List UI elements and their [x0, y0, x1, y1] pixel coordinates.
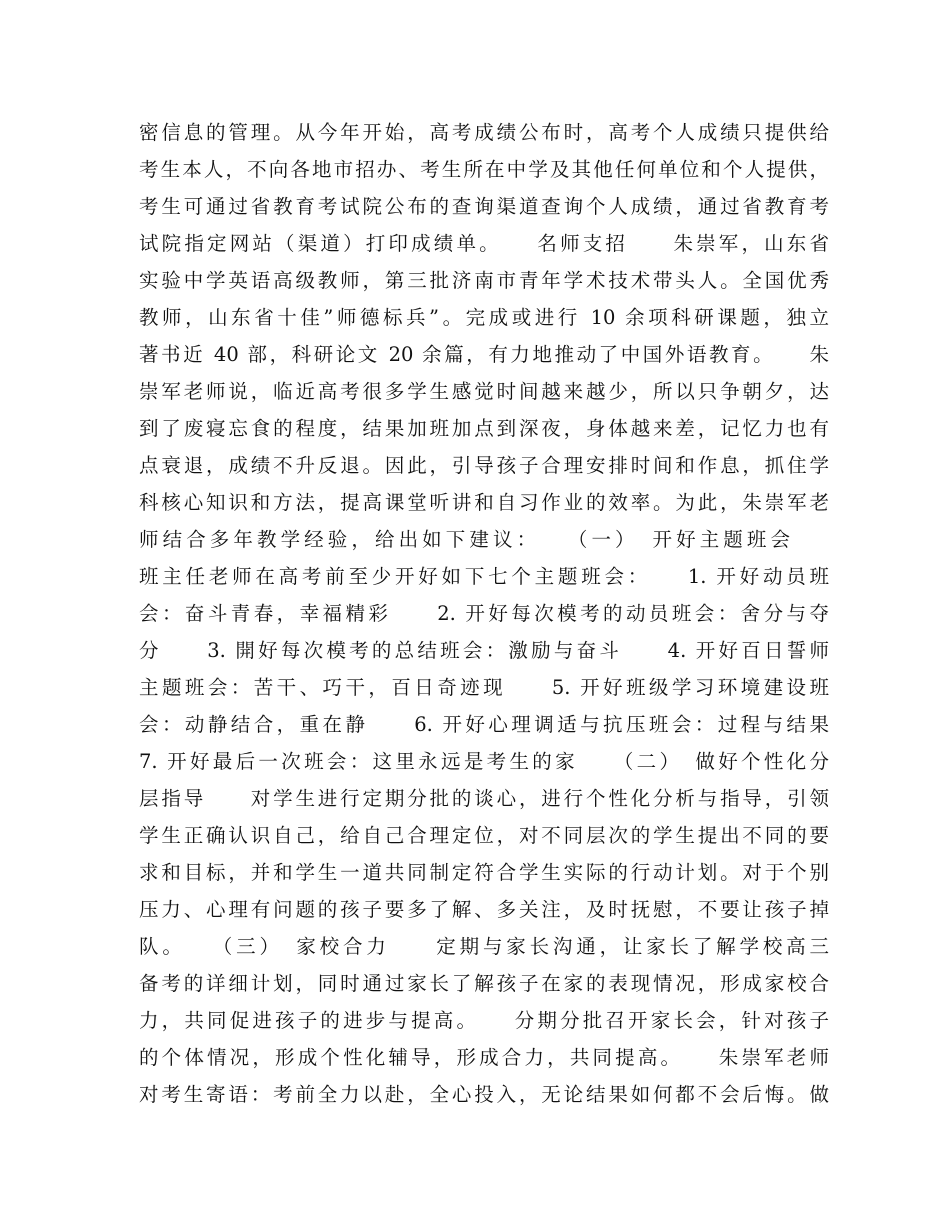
text-line: 分 3. 開好每次模考的总结班会：激励与奋斗 4. 开好百日誓师	[139, 639, 829, 662]
text-line: 会：奋斗青春，幸福精彩 2. 开好每次模考的动员班会：舍分与夺	[139, 602, 829, 625]
text-line: 师结合多年教学经验，给出如下建议： （一） 开好主题班会	[139, 528, 829, 551]
text-line: 到了废寝忘食的程度，结果加班加点到深夜，身体越来差，记忆力也有	[139, 417, 829, 440]
text-line: 层指导 对学生进行定期分批的谈心，进行个性化分析与指导，引领	[139, 787, 829, 810]
text-line: 密信息的管理。从今年开始，高考成绩公布时，高考个人成绩只提供给	[139, 121, 829, 144]
text-line: 队。 （三） 家校合力 定期与家长沟通，让家长了解学校高三	[139, 935, 829, 958]
text-line: 备考的详细计划，同时通过家长了解孩子在家的表现情况，形成家校合	[139, 972, 829, 995]
text-line: 的个体情况，形成个性化辅导，形成合力，共同提高。 朱崇军老师	[139, 1046, 829, 1069]
text-line: 压力、心理有问题的孩子要多了解、多关注，及时抚慰，不要让孩子掉	[139, 898, 829, 921]
text-line: 教师，山东省十佳”师德标兵”。完成或进行 10 余项科研课题，独立	[139, 306, 829, 329]
text-line: 考生可通过省教育考试院公布的查询渠道查询个人成绩，通过省教育考	[139, 195, 829, 218]
text-line: 班主任老师在高考前至少开好如下七个主题班会： 1. 开好动员班	[139, 565, 829, 588]
text-line: 学生正确认识自己，给自己合理定位，对不同层次的学生提出不同的要	[139, 824, 829, 847]
text-line: 科核心知识和方法，提高课堂听讲和自习作业的效率。为此，朱崇军老	[139, 491, 829, 514]
text-line: 崇军老师说，临近高考很多学生感觉时间越来越少，所以只争朝夕，达	[139, 380, 829, 403]
text-line: 点衰退，成绩不升反退。因此，引导孩子合理安排时间和作息，抓住学	[139, 454, 829, 477]
text-line: 求和目标，并和学生一道共同制定符合学生实际的行动计划。对于个别	[139, 861, 829, 884]
text-line: 主题班会：苦干、巧干，百日奇迹现 5. 开好班级学习环境建设班	[139, 676, 829, 699]
text-line: 著书近 40 部，科研论文 20 余篇，有力地推动了中国外语教育。 朱	[139, 343, 829, 366]
body-text	[139, 114, 829, 1113]
text-line: 考生本人，不向各地市招办、考生所在中学及其他任何单位和个人提供，	[139, 158, 829, 181]
text-line: 力，共同促进孩子的进步与提高。 分期分批召开家长会，针对孩子	[139, 1009, 829, 1032]
text-line: 7. 开好最后一次班会：这里永远是考生的家 （二） 做好个性化分	[139, 750, 829, 773]
text-line: 对考生寄语：考前全力以赴，全心投入，无论结果如何都不会后悔。做	[139, 1083, 829, 1106]
text-line: 试院指定网站（渠道）打印成绩单。 名师支招 朱崇军，山东省	[139, 232, 829, 255]
text-line: 会：动静结合，重在静 6. 开好心理调适与抗压班会：过程与结果	[139, 713, 829, 736]
text-line: 实验中学英语高级教师，第三批济南市青年学术技术带头人。全国优秀	[139, 269, 829, 292]
